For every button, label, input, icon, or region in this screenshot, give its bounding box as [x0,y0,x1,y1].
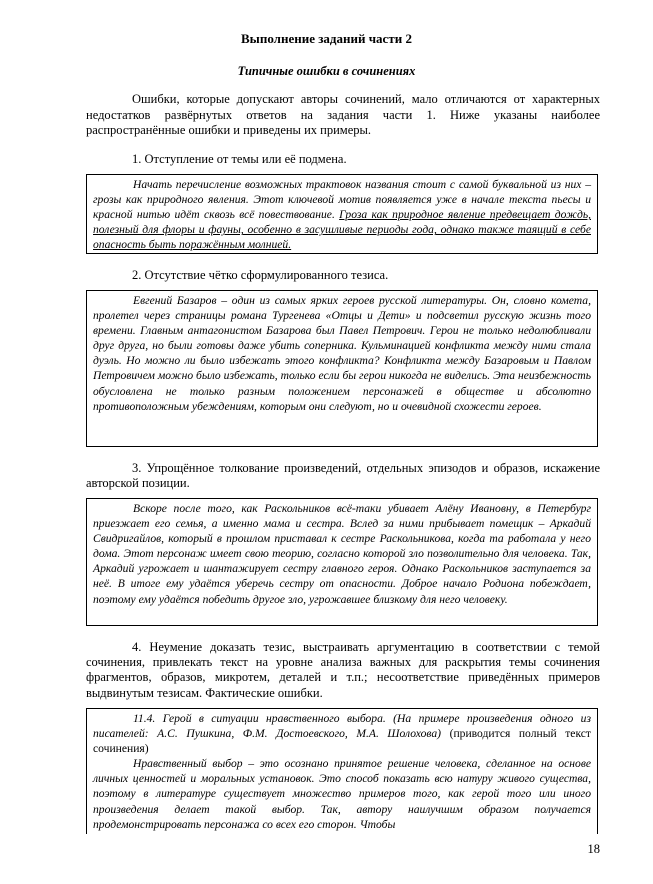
example-4-topic-note: (приводится полный текст сочинения) [93,727,592,756]
example-4-topic: 11.4. Герой в ситуации нравственного выбора. (На примере произведения одного из писателей: А.С. Пушкина, Ф.М. Достоевского, М.А. Шолохова) [93,712,591,741]
example-3-text: в Петербург приезжает его семья, а именно мама и сестра. Вслед за ними прибывает помещик – Аркадий Свидригайлов, который в прошлом приставал к сестре Раскольникова, когда та работала у него дома. Этот персонаж имеет свою теорию, согласно которой зло позволительно для человека. Так, Аркадий угрожает и шантажирует сестру главного героя. Однако Раскольников заступается за неё. В итоге ему удаётся уберечь сестру от опасности. Доброе начало Родиона побеждает, поэтому ему удаётся победить другое зло, угрожавшее близкому для него человеку. [93,502,591,606]
error-item-4-example [86,708,598,834]
error-item-3-label: 3. Упрощённое толкование произведений, отдельных эпизодов и образов, искажение авторской позиции. [86,461,600,491]
example-2-text: Евгений Базаров – один из самых ярких героев русской литературы. Он, словно комета, пролетел через страницы романа Тургенева «Отцы и Дети» и подсветил русскую жизнь того времени. Главным антагонистом Базарова был Павел Петрович. Герои не только недолюбливали друг друга, но были готовы даже убить соперника. Кульминацией конфликта между ними стала дуэль. Но можно ли было избежать этого конфликта? Конфликта между Базаровым и Павлом Петровичем можно было избежать, только если бы герои никогда не виделись. Эта неизбежность обусловлена не только разным положением персонажей в обществе и абсолютно противоположным убеждениям, которым они следуют, но и очевидной схожести героев. [93,294,591,413]
page-title: Выполнение заданий части 2 [241,31,412,46]
section-subtitle: Типичные ошибки в сочинениях [237,64,416,78]
intro-paragraph: Ошибки, которые допускают авторы сочинений, мало отличаются от характерных недостатков развёрнутых ответов на задания части 1. Ниже указаны наиболее распространённые ошибки и приведены их примеры. [86,92,600,137]
example-1-underlined-text: Гроза как природное явление предвещает дождь, полезный для флоры и фауны, особенно в засушливые периоды года, однако также таящий в себе опасность быть поражённым молнией. [93,208,591,252]
example-4-text: Нравственный выбор – это осознано принятое решение человека, сделанное на основе личных ценностей и моральных установок. Это способ показать всю натуру живого существа, поэтому в литературе существует множество примеров того, как герой того или иного произведения делает такой выбор. Так, автору наилучшим образом получается продемонстрировать персонажа со всех его сторон. Чтобы [93,757,591,831]
error-item-4-label: 4. Неумение доказать тезис, выстраивать аргументацию в соответствии с темой сочинения, привлекать текст на уровне анализа важных для раскрытия темы сочинения фрагментов, образов, микротем, деталей и т.п.; несоответствие приведённых примеров выдвинутым тезисам. Фактические ошибки. [86,640,600,700]
error-item-1-example [86,174,598,254]
page-number: 18 [587,842,600,856]
error-item-1-label: 1. Отступление от темы или её подмена. [132,152,347,166]
example-3-first-line: Вскоре после того, как Раскольников всё-таки убивает Алёну Ивановну, [133,502,520,515]
error-item-2-example [86,290,598,447]
error-item-2-label: 2. Отсутствие чётко сформулированного тезиса. [132,268,389,282]
example-1-text: Начать перечисление возможных трактовок названия стоит с самой буквальной из них – грозы как природного явления. Этот ключевой мотив появляется уже в начале текста пьесы и красной нитью идёт сквозь всё повествование. [93,178,591,222]
error-item-3-example [86,498,598,626]
